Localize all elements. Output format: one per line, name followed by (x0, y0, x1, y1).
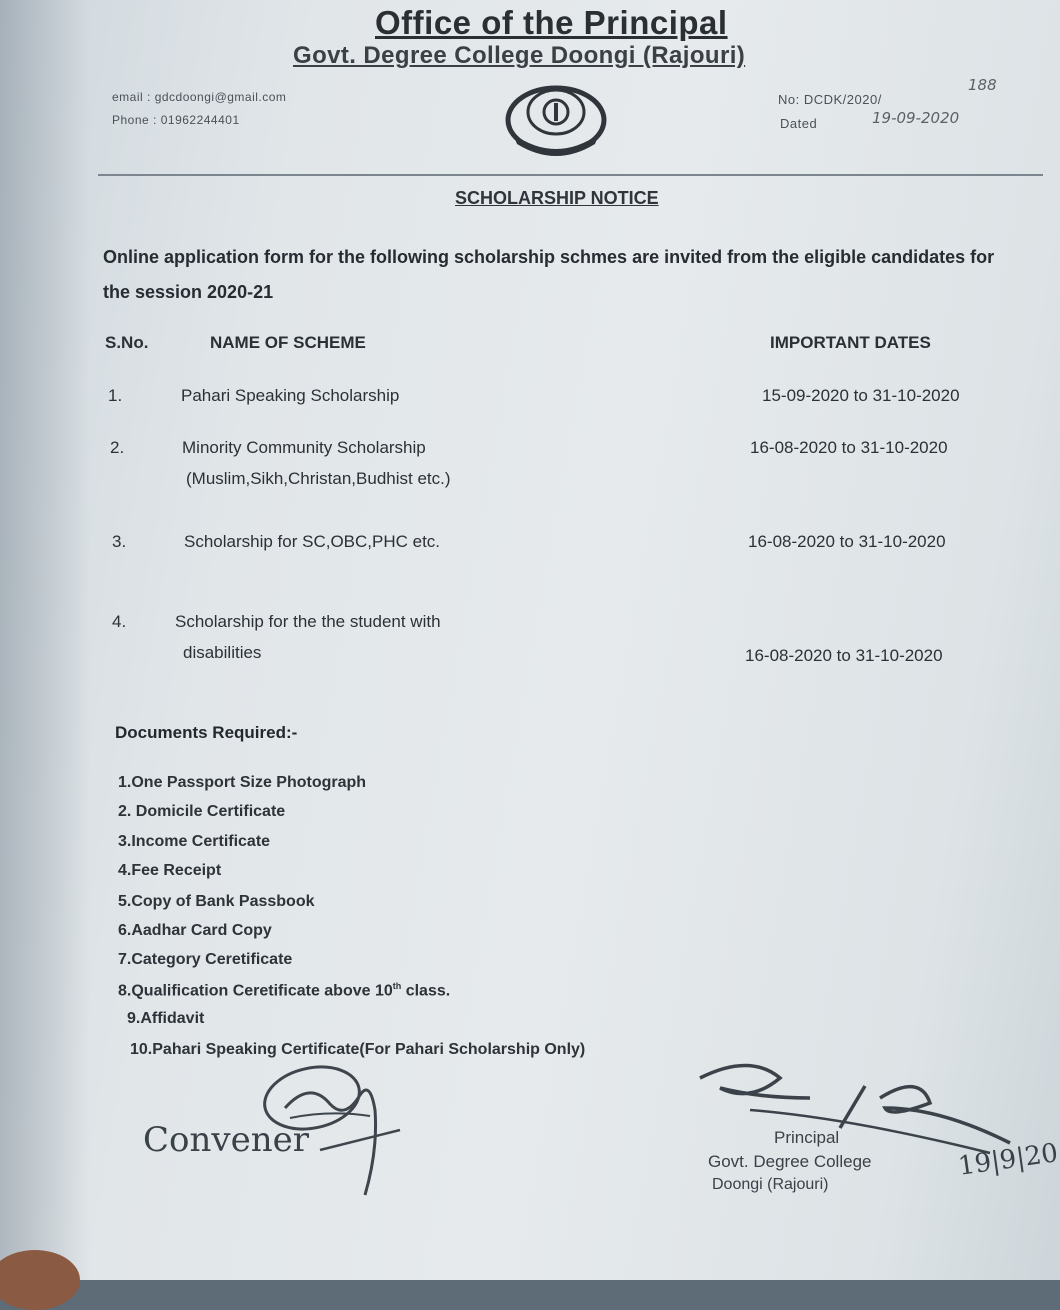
principal-college: Govt. Degree College (708, 1152, 872, 1171)
principal-title: Principal (774, 1128, 840, 1147)
list-item-suffix: class. (401, 982, 451, 1000)
row-scheme-name: Scholarship for the the student with (175, 612, 441, 631)
office-title: Office of the Principal (375, 4, 728, 41)
list-item: 3.Income Certificate (118, 833, 271, 850)
list-item: 6.Aadhar Card Copy (118, 922, 272, 939)
email-line (112, 90, 286, 104)
notice-intro: Online application form for the following scholarship schmes are invited from the eligible candidates for the session 2020-21 (103, 247, 995, 302)
email-value: gdcdoongi@gmail.com (154, 90, 287, 104)
phone-label: Phone : (112, 113, 157, 127)
list-item (118, 981, 450, 1000)
row-dates: 16-08-2020 to 31-10-2020 (750, 438, 948, 457)
row-scheme-name: Minority Community Scholarship (182, 438, 426, 457)
email-label: email : (112, 90, 151, 104)
reference-no (778, 92, 882, 107)
documents-title: Documents Required:- (115, 723, 298, 742)
row-sno: 1. (108, 386, 123, 405)
college-name: Govt. Degree College Doongi (Rajouri) (293, 42, 746, 69)
dated-label: Dated (780, 116, 818, 131)
superscript: th (392, 981, 402, 991)
finger-edge (0, 1250, 80, 1310)
notice-title: SCHOLARSHIP NOTICE (455, 188, 659, 208)
col-dates-header: IMPORTANT DATES (770, 333, 931, 352)
row-sno: 3. (112, 532, 127, 551)
row-dates: 16-08-2020 to 31-10-2020 (745, 646, 943, 665)
reference-number: 188 (968, 76, 997, 94)
row-scheme-name-cont: (Muslim,Sikh,Christan,Budhist etc.) (186, 469, 451, 488)
phone-line (112, 113, 240, 127)
list-item: 7.Category Ceretificate (118, 951, 293, 968)
row-dates: 16-08-2020 to 31-10-2020 (748, 532, 946, 551)
list-item: 5.Copy of Bank Passbook (118, 893, 315, 910)
convener-label: Convener (143, 1120, 309, 1160)
reference-label: No: DCDK/2020/ (778, 92, 882, 107)
list-item: 2. Domicile Certificate (118, 803, 286, 820)
row-sno: 2. (110, 438, 125, 457)
list-item: 1.One Passport Size Photograph (118, 774, 367, 791)
principal-location: Doongi (Rajouri) (712, 1176, 829, 1193)
row-scheme-name-cont: disabilities (183, 643, 262, 662)
dated-value: 19-09-2020 (872, 109, 960, 127)
handwritten-date: 19|9|20 (956, 1138, 1060, 1182)
list-item-text: 8.Qualification Ceretificate above 10 (118, 982, 393, 1000)
col-sno-header: S.No. (105, 333, 149, 352)
row-scheme-name: Scholarship for SC,OBC,PHC etc. (184, 532, 441, 551)
list-item: 4.Fee Receipt (118, 862, 222, 879)
list-item: 10.Pahari Speaking Certificate(For Pahari Scholarship Only) (130, 1041, 586, 1058)
row-scheme-name: Pahari Speaking Scholarship (181, 386, 400, 405)
row-sno: 4. (112, 612, 127, 631)
col-name-header: NAME OF SCHEME (210, 333, 366, 352)
phone-value: 01962244401 (160, 113, 240, 127)
list-item: 9.Affidavit (127, 1010, 205, 1027)
college-emblem-icon (503, 82, 609, 158)
row-dates: 15-09-2020 to 31-10-2020 (762, 386, 960, 405)
header-divider (98, 174, 1043, 176)
